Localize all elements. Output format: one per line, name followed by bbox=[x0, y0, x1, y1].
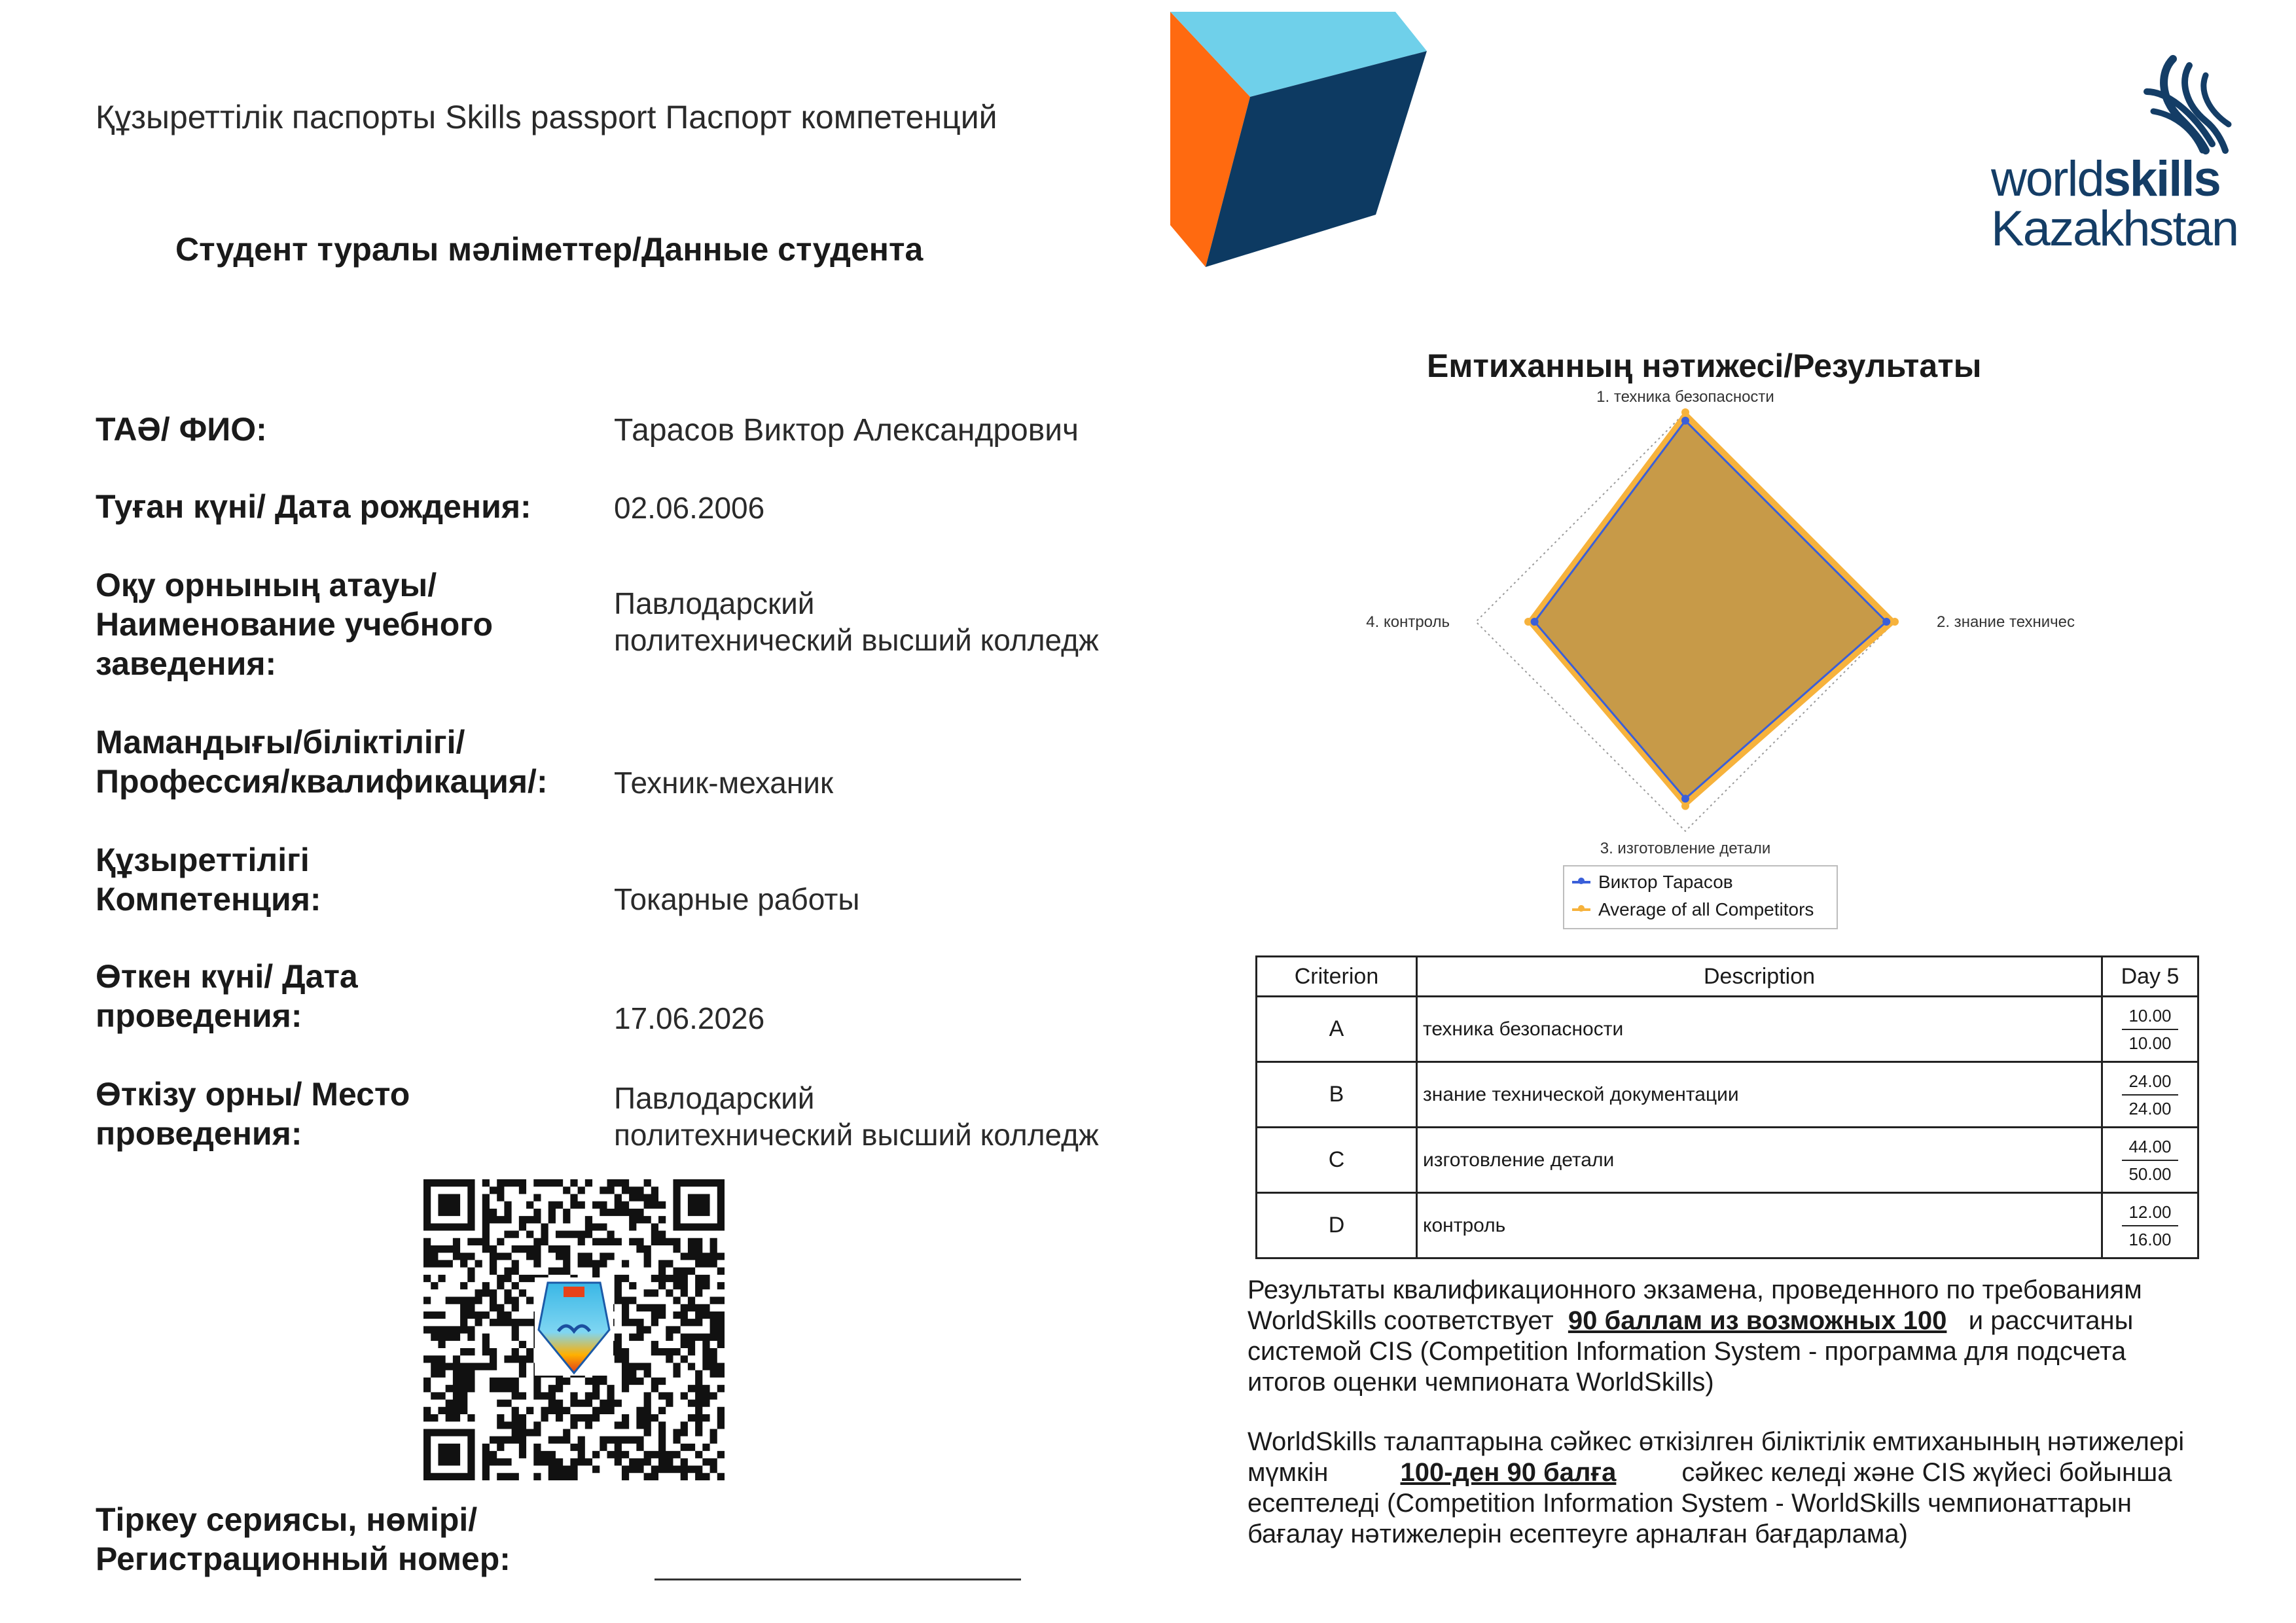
column-header: Description bbox=[1417, 957, 2102, 997]
table-row bbox=[1257, 1128, 2198, 1193]
logo-word-world: world bbox=[1991, 151, 2104, 207]
score-max: 50.00 bbox=[2128, 1164, 2172, 1184]
summary-kz-score: 100-ден 90 балға bbox=[1400, 1458, 1617, 1487]
school-label bbox=[96, 565, 493, 683]
radar-series-student-area bbox=[1535, 421, 1887, 799]
radar-axis-label: 3. изготовление детали bbox=[1600, 840, 1771, 857]
legend-marker-icon bbox=[1572, 908, 1590, 911]
radar-axis-label: 1. техника безопасности bbox=[1596, 388, 1774, 406]
column-header: Day 5 bbox=[2102, 957, 2198, 997]
competence-label-line: Компетенция: bbox=[96, 881, 321, 918]
legend-marker-icon bbox=[1572, 881, 1590, 883]
college-emblem-icon bbox=[535, 1277, 613, 1376]
school-value bbox=[614, 585, 1099, 658]
radar-data-point bbox=[1681, 802, 1689, 810]
criterion-cell: B bbox=[1257, 1062, 1417, 1128]
birth-label: Туған күні/ Дата рождения: bbox=[96, 488, 531, 525]
competence-value: Токарные работы bbox=[614, 882, 860, 916]
section-title: Студент туралы мәліметтер/Данные студента bbox=[175, 231, 924, 268]
radar-data-point bbox=[1681, 408, 1689, 416]
logo-word-kazakhstan: Kazakhstan bbox=[1991, 201, 2238, 257]
description-cell: знание технической документации bbox=[1417, 1062, 2102, 1128]
legend-label: Виктор Тарасов bbox=[1598, 872, 1733, 892]
score-value: 10.00 bbox=[2122, 1003, 2178, 1030]
legend-item bbox=[1572, 872, 1733, 893]
fio-value: Тарасов Виктор Александрович bbox=[614, 413, 1079, 448]
exam-place-label bbox=[96, 1075, 410, 1153]
worldskills-logo bbox=[1983, 52, 2258, 262]
score-cell bbox=[2102, 997, 2198, 1062]
registration-number-blank bbox=[655, 1578, 1021, 1580]
score-max: 10.00 bbox=[2128, 1033, 2172, 1053]
school-value-line: политехнический высший колледж bbox=[614, 623, 1099, 657]
exam-date-label-line: проведения: bbox=[96, 997, 302, 1034]
radar-series bbox=[1524, 408, 1899, 810]
summary-ru-line bbox=[1247, 1306, 2229, 1336]
worldskills-emblem-icon bbox=[2134, 52, 2251, 157]
summary-kz-line: бағалау нәтижелерін есептеуге арналған бағдарлама) bbox=[1247, 1520, 1908, 1548]
school-value-line: Павлодарский bbox=[614, 586, 815, 620]
radar-axis-label: 4. контроль bbox=[1366, 613, 1450, 631]
exam-place-value bbox=[614, 1080, 1099, 1153]
summary-kz bbox=[1247, 1427, 2229, 1550]
table-row bbox=[1257, 997, 2198, 1062]
table-row bbox=[1257, 1193, 2198, 1258]
results-title: Емтиханның нәтижесі/Результаты bbox=[1427, 348, 1982, 384]
exam-place-label-line: проведения: bbox=[96, 1115, 302, 1152]
exam-place-value-line: политехнический высший колледж bbox=[614, 1118, 1099, 1152]
registration-label-line: Тіркеу сериясы, нөмірі/ bbox=[96, 1501, 478, 1538]
birth-value: 02.06.2006 bbox=[614, 491, 765, 525]
radar-data-point bbox=[1681, 417, 1689, 425]
description-cell: техника безопасности bbox=[1417, 997, 2102, 1062]
score-max: 16.00 bbox=[2128, 1229, 2172, 1249]
summary-kz-text: сәйкес келеді және CIS жүйесі бойынша bbox=[1681, 1458, 2172, 1487]
exam-date-value: 17.06.2026 bbox=[614, 1001, 765, 1035]
summary-kz-line: есептеледі (Competition Information System - WorldSkills чемпионаттарын bbox=[1247, 1489, 2132, 1518]
summary-ru-text: и рассчитаны bbox=[1968, 1306, 2134, 1335]
radar-data-point bbox=[1882, 618, 1890, 626]
radar-axis-label: 2. знание техничес bbox=[1937, 613, 2075, 631]
profession-label-line: Мамандығы/біліктілігі/ bbox=[96, 724, 465, 760]
description-cell: изготовление детали bbox=[1417, 1128, 2102, 1193]
summary-kz-text: мүмкін bbox=[1247, 1458, 1329, 1487]
description-cell: контроль bbox=[1417, 1193, 2102, 1258]
results-table bbox=[1255, 955, 2199, 1259]
score-cell bbox=[2102, 1128, 2198, 1193]
exam-place-label-line: Өткізу орны/ Место bbox=[96, 1076, 410, 1113]
summary-kz-line bbox=[1247, 1457, 2229, 1488]
summary-ru-line: итогов оценки чемпионата WorldSkills) bbox=[1247, 1368, 1714, 1397]
passport-title: Құзыреттілік паспорты Skills passport Паспорт компетенций bbox=[96, 99, 997, 135]
registration-label bbox=[96, 1500, 511, 1578]
competence-label-line: Құзыреттілігі bbox=[96, 842, 310, 878]
exam-date-label bbox=[96, 957, 358, 1035]
fio-label: ТАӘ/ ФИО: bbox=[96, 411, 267, 448]
criterion-cell: C bbox=[1257, 1128, 1417, 1193]
exam-date-label-line: Өткен күні/ Дата bbox=[96, 958, 358, 995]
profession-value: Техник-механик bbox=[614, 766, 834, 800]
score-value: 24.00 bbox=[2122, 1068, 2178, 1096]
summary-ru-line: Результаты квалификационного экзамена, проведенного по требованиям bbox=[1247, 1275, 2142, 1304]
profession-label-line: Профессия/квалификация/: bbox=[96, 763, 548, 800]
score-max: 24.00 bbox=[2128, 1098, 2172, 1118]
radar-data-point bbox=[1531, 618, 1539, 626]
results-radar-chart bbox=[1335, 380, 2147, 942]
school-label-line: Оқу орнының атауы/ bbox=[96, 567, 437, 603]
score-cell bbox=[2102, 1062, 2198, 1128]
score-value: 44.00 bbox=[2122, 1133, 2178, 1161]
table-row bbox=[1257, 1062, 2198, 1128]
summary-ru-line: системой CIS (Competition Information System - программа для подсчета bbox=[1247, 1337, 2126, 1366]
summary-ru-score: 90 баллам из возможных 100 bbox=[1568, 1306, 1947, 1335]
logo-word-skills: skills bbox=[2103, 151, 2220, 207]
criterion-cell: A bbox=[1257, 997, 1417, 1062]
exam-place-value-line: Павлодарский bbox=[614, 1081, 815, 1115]
score-cell bbox=[2102, 1193, 2198, 1258]
summary-ru-text: WorldSkills соответствует bbox=[1247, 1306, 1554, 1335]
registration-label-line: Регистрационный номер: bbox=[96, 1541, 511, 1577]
school-label-line: заведения: bbox=[96, 645, 277, 682]
radar-data-point bbox=[1681, 794, 1689, 802]
qr-code bbox=[423, 1179, 725, 1480]
profession-label bbox=[96, 722, 548, 801]
criterion-cell: D bbox=[1257, 1193, 1417, 1258]
school-label-line: Наименование учебного bbox=[96, 606, 493, 643]
competence-label bbox=[96, 840, 321, 919]
radar-data-point bbox=[1891, 618, 1899, 626]
column-header: Criterion bbox=[1257, 957, 1417, 997]
cube-graphic bbox=[1165, 12, 1427, 274]
legend-item bbox=[1572, 899, 1814, 920]
summary-ru bbox=[1247, 1275, 2229, 1398]
score-value: 12.00 bbox=[2122, 1199, 2178, 1226]
chart-legend bbox=[1563, 865, 1838, 929]
legend-label: Average of all Competitors bbox=[1598, 899, 1814, 919]
table-header-row bbox=[1257, 957, 2198, 997]
summary-kz-line: WorldSkills талаптарына сәйкес өткізілген біліктілік емтиханының нәтижелері bbox=[1247, 1427, 2185, 1456]
